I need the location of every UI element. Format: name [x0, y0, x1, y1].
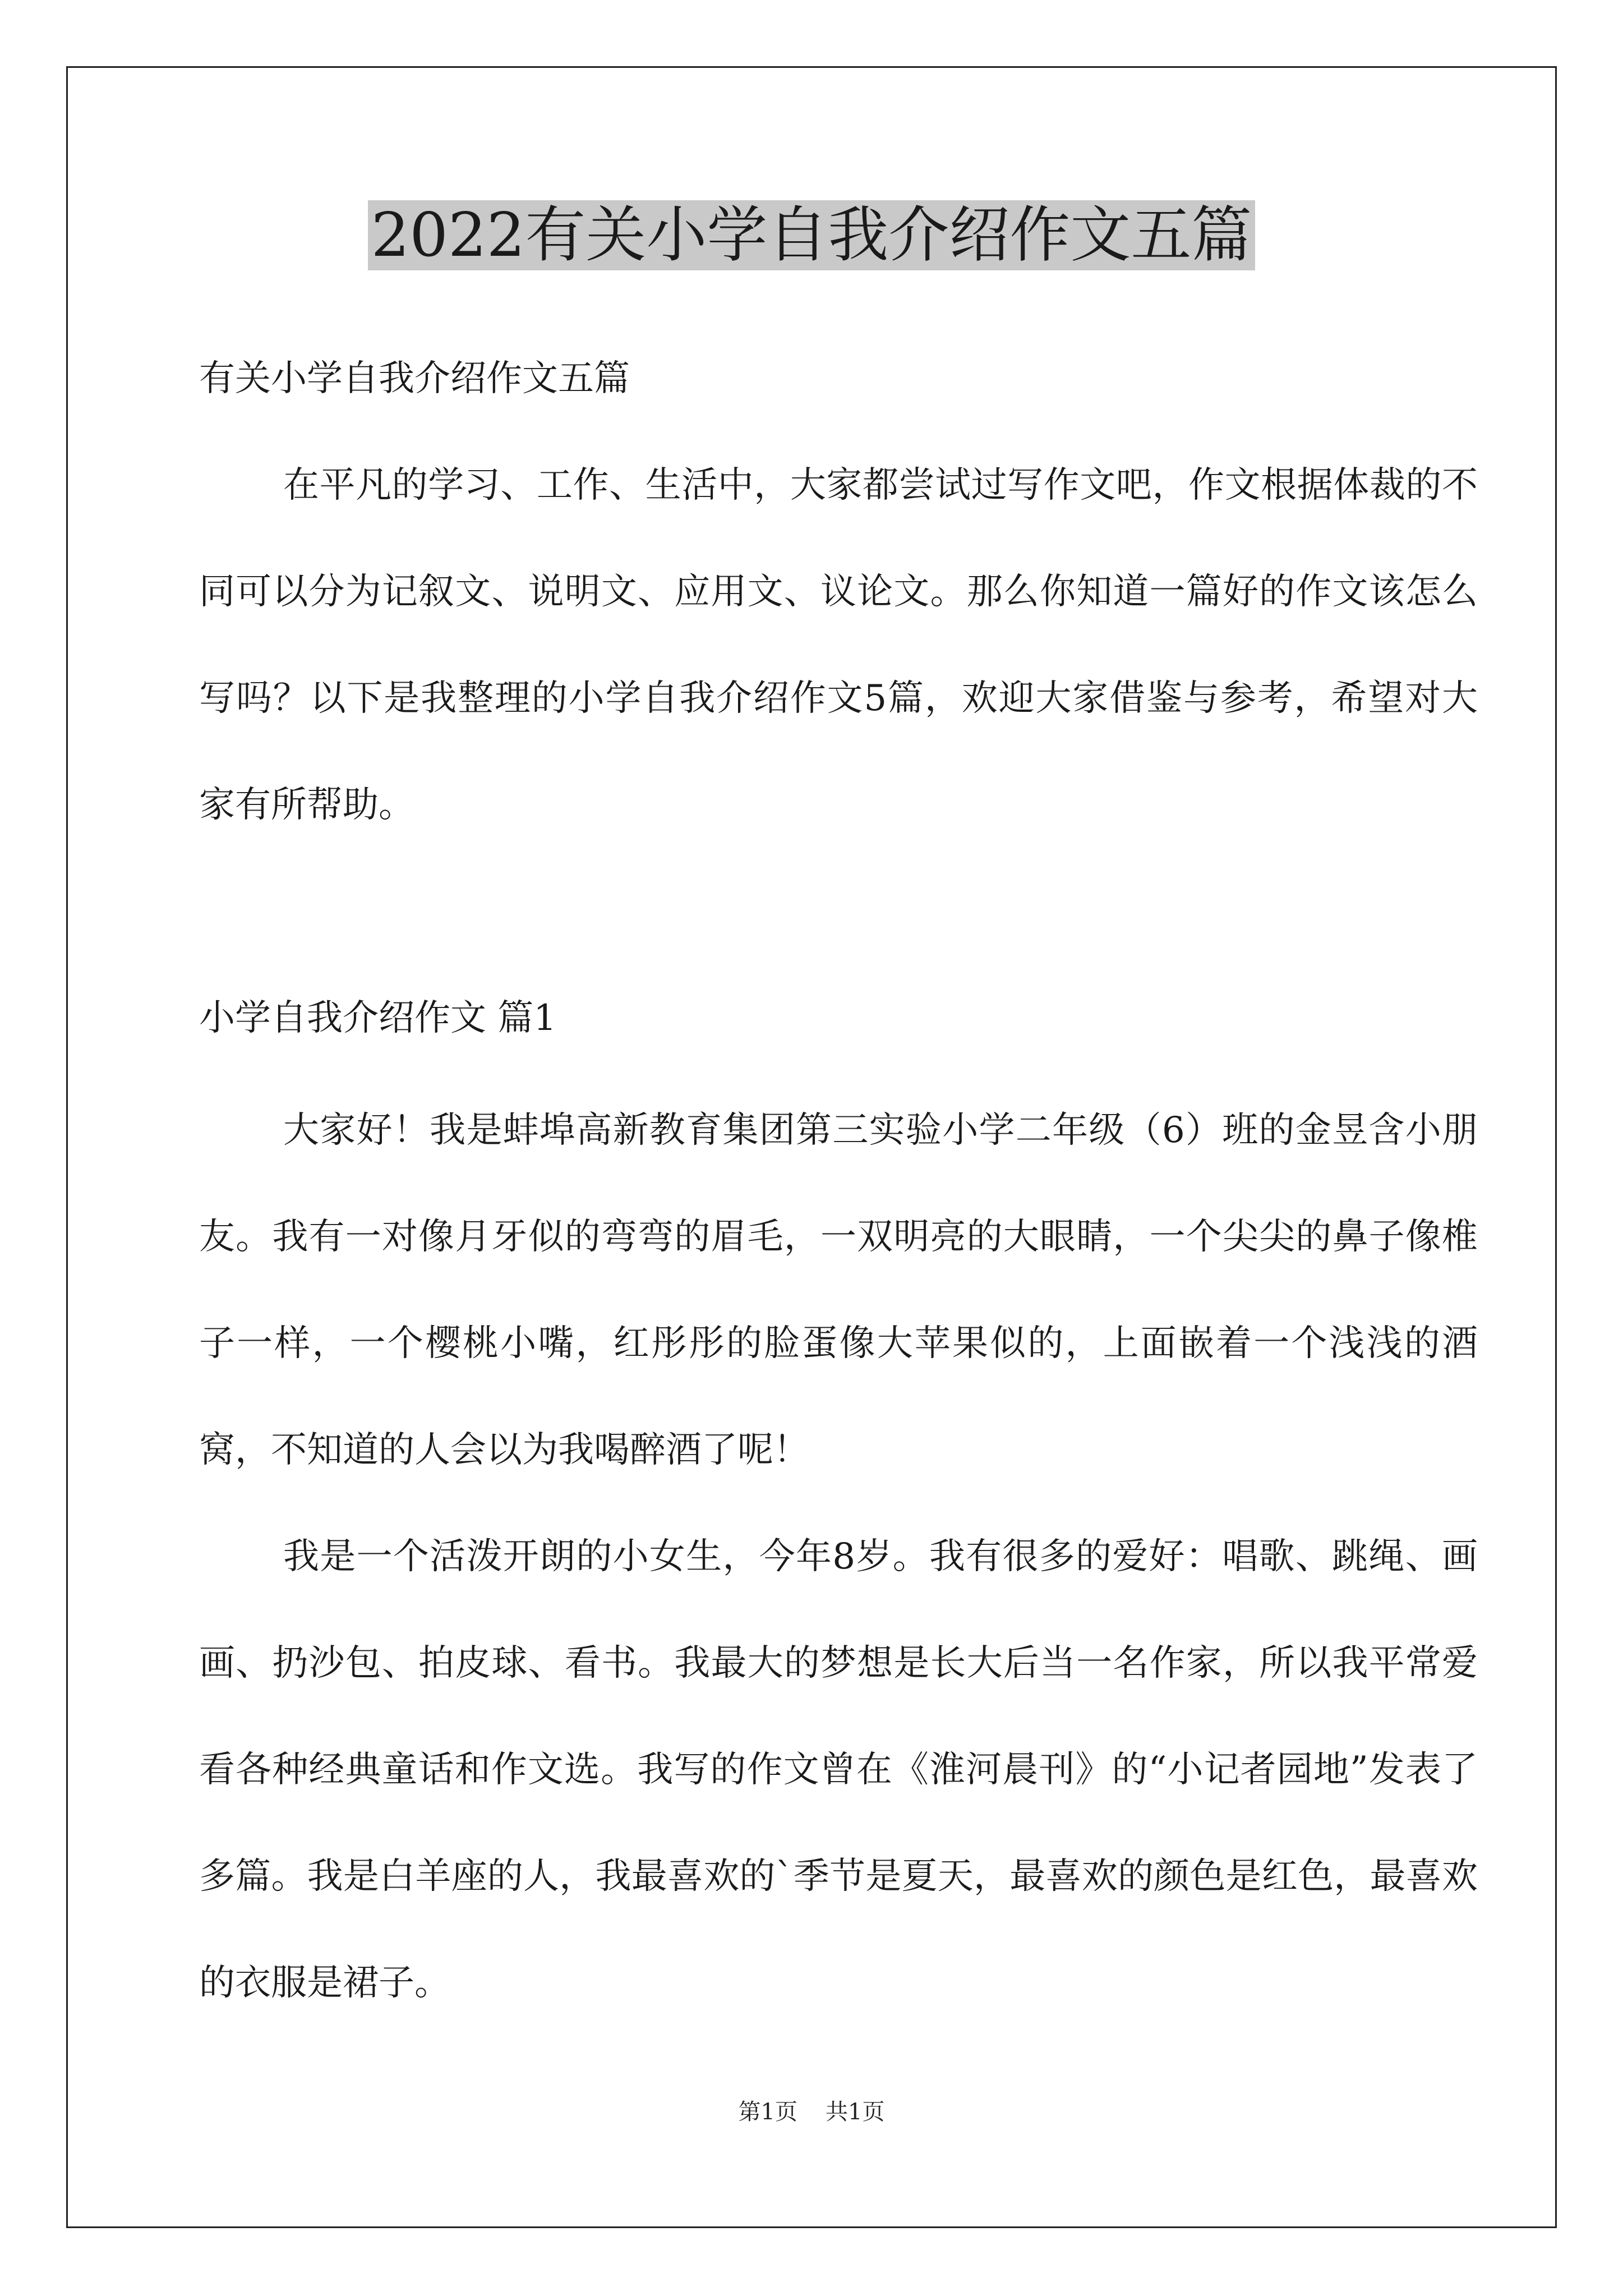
body-paragraph-2: 我是一个活泼开朗的小女生，今年8岁。我有很多的爱好：唱歌、跳绳、画画、扔沙包、拍皮球、看书。我最大的梦想是长大后当一名作家，所以我平常爱看各种经典童话和作文选。我写的作文曾在《淮河晨刊》的“小记者园地”发表了多篇。我是白羊座的人，我最喜欢的`季节是夏天，最喜欢的颜色是红色，最喜欢的衣服是裙子。: [199, 1536, 1478, 2004]
body-paragraph-1: 大家好！我是蚌埠高新教育集团第三实验小学二年级（6）班的金昱含小朋友。我有一对像月牙似的弯弯的眉毛，一双明亮的大眼睛，一个尖尖的鼻子像椎子一样，一个樱桃小嘴，红彤彤的脸蛋像大苹果似的，上面嵌着一个浅浅的酒窝，不知道的人会以为我喝醉酒了呢！: [199, 1110, 1478, 1471]
section-heading: 小学自我介绍作文 篇1: [199, 997, 557, 1039]
document-subtitle: 有关小学自我介绍作文五篇: [199, 358, 630, 399]
intro-paragraph: 在平凡的学习、工作、生活中，大家都尝试过写作文吧，作文根据体裁的不同可以分为记叙文、说明文、应用文、议论文。那么你知道一篇好的作文该怎么写吗？以下是我整理的小学自我介绍作文5篇，欢迎大家借鉴与参考，希望对大家有所帮助。: [199, 464, 1478, 826]
document-title: [0, 194, 1623, 278]
page-total: 共1页: [826, 2099, 885, 2125]
document-title-text: 2022有关小学自我介绍作文五篇: [368, 200, 1256, 270]
page-number: 第1页: [738, 2099, 797, 2125]
page-footer: [0, 2095, 1623, 2129]
